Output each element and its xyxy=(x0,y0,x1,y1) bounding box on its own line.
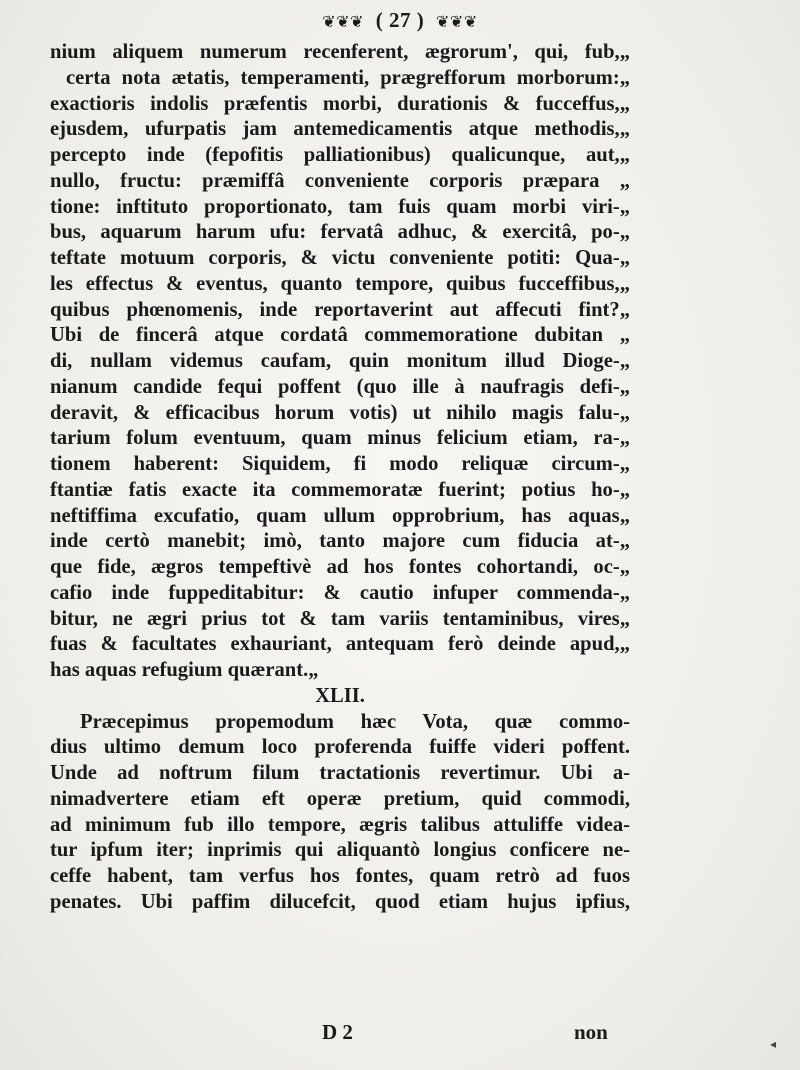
text-line: bitur, ne ægri prius tot & tam variis tentaminibus, vires„ xyxy=(50,607,630,630)
text-line: dius ultimo demum loco proferenda fuiffe videri poffent. xyxy=(50,736,630,759)
text-line: percepto inde (fepofitis palliationibus) qualicunque, aut,„ xyxy=(50,144,630,166)
text-line: nullo, fructu: præmiffâ conveniente corporis præpara „ xyxy=(50,169,630,192)
text-line: penates. Ubi paffim dilucefcit, quod etiam hujus ipfius, xyxy=(50,890,630,913)
text-line: les effectus & eventus, quanto tempore, quibus fucceffibus,„ xyxy=(50,272,630,295)
catchword: non xyxy=(574,1020,608,1044)
text-line: tionem haberent: Siquidem, fi modo reliquæ circum-„ xyxy=(50,453,630,475)
text-line: tur ipfum iter; inprimis qui aliquantò longius conficere ne- xyxy=(50,839,630,862)
text-line: has aquas refugium quærant.„ xyxy=(50,659,319,681)
text-line: Præcepimus propemodum hæc Vota, quæ commo- xyxy=(80,710,630,733)
text-line: fuas & facultates exhauriant, antequam ferò deinde apud,„ xyxy=(50,633,630,656)
text-line: teftate motuum corporis, & victu conveniente potiti: Qua-„ xyxy=(50,247,630,269)
text-line: exactioris indolis præfentis morbi, durationis & fucceffus,„ xyxy=(50,92,630,115)
text-line: inde certò manebit; imò, tanto majore cum fiducia at-„ xyxy=(50,530,630,553)
text-line: nianum candide fequi poffent (quo ille à naufragis defi-„ xyxy=(50,375,630,398)
text-line: neftiffima excufatio, quam ullum opprobrium, has aquas„ xyxy=(50,504,630,527)
text-line: tione: inftituto proportionato, tam fuis quam morbi viri-„ xyxy=(50,195,630,218)
text-line: certa nota ætatis, temperamenti, prægrefforum morborum:„ xyxy=(66,66,630,89)
text-line: nimadvertere etiam eft operæ pretium, quid commodi, xyxy=(50,787,630,810)
left-ornament-icon: ❦❦❦ xyxy=(322,14,364,32)
text-line: bus, aquarum harum ufu: fervatâ adhuc, & exercitâ, po-„ xyxy=(50,221,630,244)
text-line: Ubi de fincerâ atque cordatâ commemoratione dubitan „ xyxy=(50,324,630,347)
text-line: ad minimum fub illo tempore, ægris talibus attuliffe videa- xyxy=(50,813,630,836)
page-number: ( 27 ) xyxy=(375,8,425,32)
body-text xyxy=(50,40,630,916)
right-ornament-icon: ❦❦❦ xyxy=(436,14,478,32)
text-line: tarium folum eventuum, quam minus felicium etiam, ra-„ xyxy=(50,427,630,450)
text-line: nium aliquem numerum recenferent, ægrorum', qui, fub,„ xyxy=(50,41,630,63)
section-number: XLII. xyxy=(315,684,365,707)
page-header xyxy=(0,8,800,33)
text-line: Unde ad noftrum filum tractationis revertimur. Ubi a- xyxy=(50,762,630,784)
text-line: ceffe habent, tam verfus hos fontes, quam retrò ad fuos xyxy=(50,865,630,887)
text-line: ejusdem, ufurpatis jam antemedicamentis atque methodis,„ xyxy=(50,118,630,141)
text-line: ftantiæ fatis exacte ita commemoratæ fuerint; potius ho-„ xyxy=(50,478,630,501)
text-line: cafio inde fuppeditabitur: & cautio infuper commenda-„ xyxy=(50,581,630,604)
signature-mark: D 2 xyxy=(322,1020,353,1044)
text-line: que fide, ægros tempeftivè ad hos fontes cohortandi, oc-„ xyxy=(50,556,630,578)
corner-mark-icon: ◂ xyxy=(770,1037,777,1051)
text-line: deravit, & efficacibus horum votis) ut nihilo magis falu-„ xyxy=(50,401,630,424)
text-line: di, nullam videmus caufam, quin monitum illud Dioge-„ xyxy=(50,350,630,372)
text-line: quibus phœnomenis, inde reportaverint aut affecuti fint?„ xyxy=(50,298,630,321)
